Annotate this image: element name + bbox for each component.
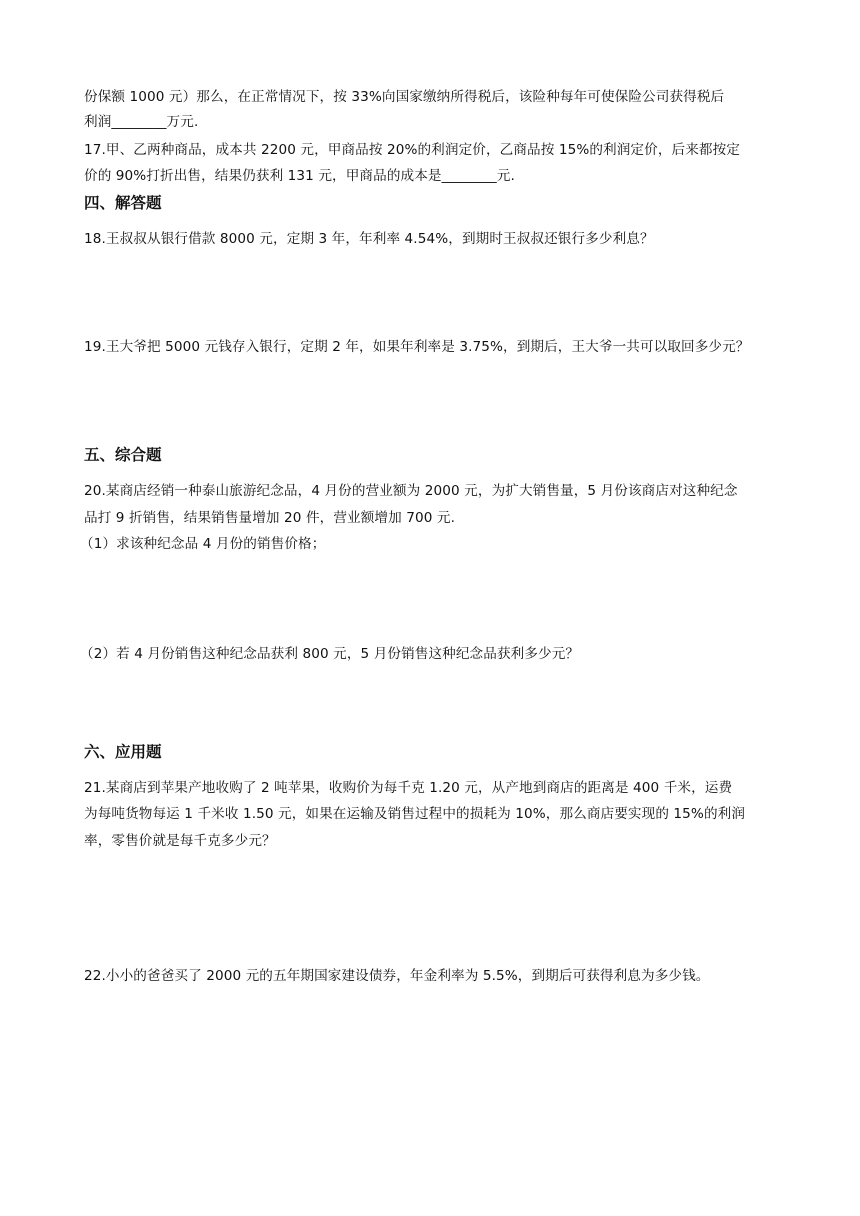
q22-text: 22.小小的爸爸买了 2000 元的五年期国家建设债券，年金利率为 5.5%，到期后可获得利息为多少钱。 bbox=[84, 968, 710, 984]
q17-line-2: 价的 90%打折出售，结果仍获利 131 元，甲商品的成本是________元. bbox=[84, 168, 515, 184]
q16-line-2: 利润________万元. bbox=[84, 114, 199, 130]
q16-line-1: 份保额 1000 元）那么，在正常情况下，按 33%向国家缴纳所得税后，该险种每年可使保险公司获得税后 bbox=[84, 89, 725, 105]
q21-line-1: 21.某商店到苹果产地收购了 2 吨苹果，收购价为每千克 1.20 元，从产地到商店的距离是 400 千米，运费 bbox=[84, 780, 733, 796]
section-4-heading: 四、解答题 bbox=[84, 194, 162, 212]
q18-text: 18.王叔叔从银行借款 8000 元，定期 3 年，年利率 4.54%，到期时王叔叔还银行多少利息？ bbox=[84, 231, 654, 247]
section-6-heading: 六、应用题 bbox=[84, 743, 162, 761]
q20-line-2: 品打 9 折销售，结果销售量增加 20 件，营业额增加 700 元. bbox=[84, 510, 456, 526]
q20-line-1: 20.某商店经销一种泰山旅游纪念品，4 月份的营业额为 2000 元，为扩大销售量，5 月份该商店对这种纪念 bbox=[84, 483, 738, 499]
q20-part-1: （1）求该种纪念品 4 月份的销售价格； bbox=[80, 536, 326, 552]
q21-line-3: 率，零售价就是每千克多少元？ bbox=[84, 833, 276, 849]
q20-part-2: （2）若 4 月份销售这种纪念品获利 800 元，5 月份销售这种纪念品获利多少元？ bbox=[80, 646, 580, 662]
q21-line-2: 为每吨货物每运 1 千米收 1.50 元，如果在运输及销售过程中的损耗为 10%，那么商店要实现的 15%的利润 bbox=[84, 806, 746, 822]
q17-line-1: 17.甲、乙两种商品，成本共 2200 元，甲商品按 20%的利润定价，乙商品按 15%的利润定价，后来都按定 bbox=[84, 142, 740, 158]
q19-text: 19.王大爷把 5000 元钱存入银行，定期 2 年，如果年利率是 3.75%，到期后，王大爷一共可以取回多少元？ bbox=[84, 339, 750, 355]
section-5-heading: 五、综合题 bbox=[84, 446, 162, 464]
